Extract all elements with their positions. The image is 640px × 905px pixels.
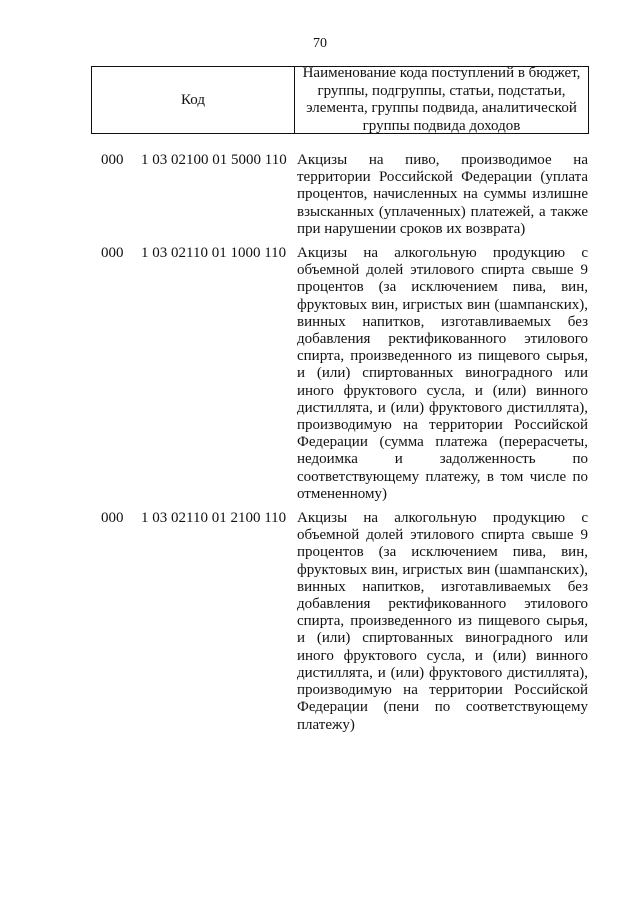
list-item xyxy=(101,245,591,503)
admin-code: 000 xyxy=(101,510,124,527)
revenue-description: Акцизы на алкогольную продукцию с объемной долей этилового спирта свыше 9 процентов (за исключением пива, вин, фруктовых вин, игристых вин (шампанских), винных напитков, изготавливаемых без добавления ректификованного этилового спирта, произведенного из пищевого сырья, и (или) спиртованных виноградного или иного фруктового сусла, и (или) винного дистиллята, и (или) фруктового дистиллята), производимую на территории Российской Федерации (пени по соответствующему платежу) xyxy=(297,510,588,733)
list-item xyxy=(101,510,591,734)
revenue-code: 1 03 02110 01 1000 110 xyxy=(141,245,287,262)
table-header xyxy=(91,66,589,134)
page-number: 70 xyxy=(313,36,327,51)
revenue-code: 1 03 02110 01 2100 110 xyxy=(141,510,287,527)
name-column-header: Наименование кода поступлений в бюджет, группы, подгруппы, статьи, подстатьи, элемента, группы подвида, аналитической группы подвида доходов xyxy=(302,65,581,134)
revenue-description: Акцизы на пиво, производимое на территории Российской Федерации (уплата процентов, начисленных на суммы излишне взысканных (уплаченных) платежей, а также при нарушении сроков их возврата) xyxy=(297,152,588,237)
admin-code: 000 xyxy=(101,152,124,168)
list-item xyxy=(101,152,591,238)
revenue-code-list xyxy=(101,152,591,741)
revenue-description: Акцизы на алкогольную продукцию с объемной долей этилового спирта свыше 9 процентов (за исключением пива, вин, фруктовых вин, игристых вин (шампанских), винных напитков, изготавливаемых без добавления ректификованного этилового спирта, произведенного из пищевого сырья, и (или) спиртованных виноградного или иного фруктового сусла, и (или) винного дистиллята, и (или) фруктового дистиллята), производимую на территории Российской Федерации (сумма платежа (перерасчеты, недоимка и задолженность по соответствующему платежу, в том числе по отмененному) xyxy=(297,245,588,502)
code-column-header: Код xyxy=(92,67,295,133)
admin-code: 000 xyxy=(101,245,124,262)
revenue-code: 1 03 02100 01 5000 110 xyxy=(141,152,287,168)
